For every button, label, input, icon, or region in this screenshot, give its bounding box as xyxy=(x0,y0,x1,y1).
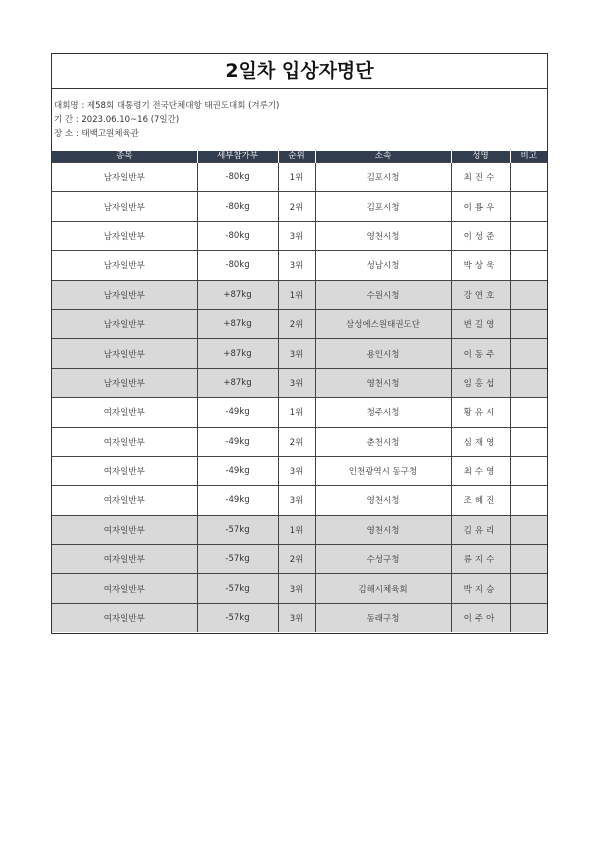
weight-cell: -80kg xyxy=(197,163,278,192)
note-cell xyxy=(510,251,547,280)
table-row xyxy=(52,456,547,485)
weight-cell: +87kg xyxy=(197,368,278,397)
event-cell: 남자일반부 xyxy=(52,163,197,192)
weight-cell: -80kg xyxy=(197,221,278,250)
note-cell xyxy=(510,280,547,309)
name-cell: 강연호 xyxy=(451,280,510,309)
team-cell: 영천시청 xyxy=(315,486,451,515)
team-cell: 김해시체육회 xyxy=(315,574,451,603)
rank-cell: 3위 xyxy=(278,456,315,485)
team-cell: 영천시청 xyxy=(315,515,451,544)
event-cell: 남자일반부 xyxy=(52,280,197,309)
rank-cell: 3위 xyxy=(278,574,315,603)
note-cell xyxy=(510,545,547,574)
rank-cell: 3위 xyxy=(278,486,315,515)
table-row xyxy=(52,339,547,368)
note-cell xyxy=(510,309,547,338)
event-cell: 남자일반부 xyxy=(52,221,197,250)
name-cell: 최수영 xyxy=(451,456,510,485)
name-cell: 이성준 xyxy=(451,221,510,250)
team-cell: 영천시청 xyxy=(315,221,451,250)
team-cell: 영천시청 xyxy=(315,368,451,397)
table-row xyxy=(52,192,547,221)
weight-cell: -49kg xyxy=(197,486,278,515)
table-row xyxy=(52,398,547,427)
name-cell: 이주아 xyxy=(451,603,510,632)
weight-cell: -57kg xyxy=(197,603,278,632)
header-note: 비고 xyxy=(510,151,547,163)
note-cell xyxy=(510,427,547,456)
weight-cell: -80kg xyxy=(197,251,278,280)
note-cell xyxy=(510,456,547,485)
table-row xyxy=(52,515,547,544)
note-cell xyxy=(510,339,547,368)
team-cell: 청주시청 xyxy=(315,398,451,427)
rank-cell: 2위 xyxy=(278,545,315,574)
table-row xyxy=(52,163,547,192)
event-cell: 여자일반부 xyxy=(52,603,197,632)
table-row xyxy=(52,486,547,515)
note-cell xyxy=(510,221,547,250)
note-cell xyxy=(510,603,547,632)
rank-cell: 1위 xyxy=(278,280,315,309)
event-cell: 남자일반부 xyxy=(52,339,197,368)
name-cell: 박지승 xyxy=(451,574,510,603)
event-period: 기 간 : 2023.06.10~16 (7일간) xyxy=(54,115,180,125)
table-row xyxy=(52,427,547,456)
rank-cell: 3위 xyxy=(278,368,315,397)
name-cell: 최진수 xyxy=(451,163,510,192)
name-cell: 황유시 xyxy=(451,398,510,427)
table-row xyxy=(52,368,547,397)
name-cell: 임홍섭 xyxy=(451,368,510,397)
note-cell xyxy=(510,398,547,427)
team-cell: 수성구청 xyxy=(315,545,451,574)
event-cell: 여자일반부 xyxy=(52,545,197,574)
event-cell: 남자일반부 xyxy=(52,368,197,397)
team-cell: 성남시청 xyxy=(315,251,451,280)
name-cell: 조혜진 xyxy=(451,486,510,515)
weight-cell: -80kg xyxy=(197,192,278,221)
weight-cell: -57kg xyxy=(197,545,278,574)
event-cell: 여자일반부 xyxy=(52,486,197,515)
header-name: 성명 xyxy=(451,151,510,163)
table-row xyxy=(52,221,547,250)
rank-cell: 1위 xyxy=(278,163,315,192)
name-cell: 이룡우 xyxy=(451,192,510,221)
event-venue: 장 소 : 태백고원체육관 xyxy=(54,129,139,139)
team-cell: 춘천시청 xyxy=(315,427,451,456)
header-event: 종목 xyxy=(52,151,197,163)
table-row xyxy=(52,545,547,574)
weight-cell: -49kg xyxy=(197,456,278,485)
event-cell: 여자일반부 xyxy=(52,456,197,485)
name-cell: 변길영 xyxy=(451,309,510,338)
name-cell: 류지수 xyxy=(451,545,510,574)
rank-cell: 1위 xyxy=(278,515,315,544)
team-cell: 김포시청 xyxy=(315,192,451,221)
rank-cell: 2위 xyxy=(278,427,315,456)
rank-cell: 2위 xyxy=(278,309,315,338)
note-cell xyxy=(510,163,547,192)
weight-cell: +87kg xyxy=(197,309,278,338)
table-row xyxy=(52,251,547,280)
weight-cell: +87kg xyxy=(197,280,278,309)
header-weight: 세부참가부 xyxy=(197,151,278,163)
event-cell: 여자일반부 xyxy=(52,427,197,456)
note-cell xyxy=(510,574,547,603)
rank-cell: 3위 xyxy=(278,251,315,280)
results-table xyxy=(52,151,547,632)
weight-cell: -57kg xyxy=(197,574,278,603)
name-cell: 심재영 xyxy=(451,427,510,456)
rank-cell: 2위 xyxy=(278,192,315,221)
name-cell: 김유리 xyxy=(451,515,510,544)
rank-cell: 3위 xyxy=(278,339,315,368)
event-cell: 여자일반부 xyxy=(52,574,197,603)
weight-cell: -57kg xyxy=(197,515,278,544)
rank-cell: 3위 xyxy=(278,221,315,250)
team-cell: 수원시청 xyxy=(315,280,451,309)
note-cell xyxy=(510,368,547,397)
table-header-row xyxy=(52,151,547,163)
team-cell: 동래구청 xyxy=(315,603,451,632)
event-cell: 남자일반부 xyxy=(52,192,197,221)
event-name: 대회명 : 제58회 대통령기 전국단체대항 태권도대회 (겨루기) xyxy=(54,101,280,111)
table-row xyxy=(52,574,547,603)
note-cell xyxy=(510,192,547,221)
team-cell: 김포시청 xyxy=(315,163,451,192)
table-row xyxy=(52,280,547,309)
weight-cell: -49kg xyxy=(197,427,278,456)
event-cell: 남자일반부 xyxy=(52,309,197,338)
rank-cell: 3위 xyxy=(278,603,315,632)
rank-cell: 1위 xyxy=(278,398,315,427)
results-sheet xyxy=(51,53,548,634)
team-cell: 인천광역시 동구청 xyxy=(315,456,451,485)
weight-cell: +87kg xyxy=(197,339,278,368)
name-cell: 이동주 xyxy=(451,339,510,368)
table-row xyxy=(52,603,547,632)
note-cell xyxy=(510,515,547,544)
name-cell: 박상욱 xyxy=(451,251,510,280)
table-row xyxy=(52,309,547,338)
event-cell: 여자일반부 xyxy=(52,398,197,427)
note-cell xyxy=(510,486,547,515)
event-cell: 여자일반부 xyxy=(52,515,197,544)
weight-cell: -49kg xyxy=(197,398,278,427)
team-cell: 용인시청 xyxy=(315,339,451,368)
team-cell: 삼성에스원태권도단 xyxy=(315,309,451,338)
header-rank: 순위 xyxy=(278,151,315,163)
header-team: 소속 xyxy=(315,151,451,163)
page-title: 2일차 입상자명단 xyxy=(52,54,547,89)
event-cell: 남자일반부 xyxy=(52,251,197,280)
